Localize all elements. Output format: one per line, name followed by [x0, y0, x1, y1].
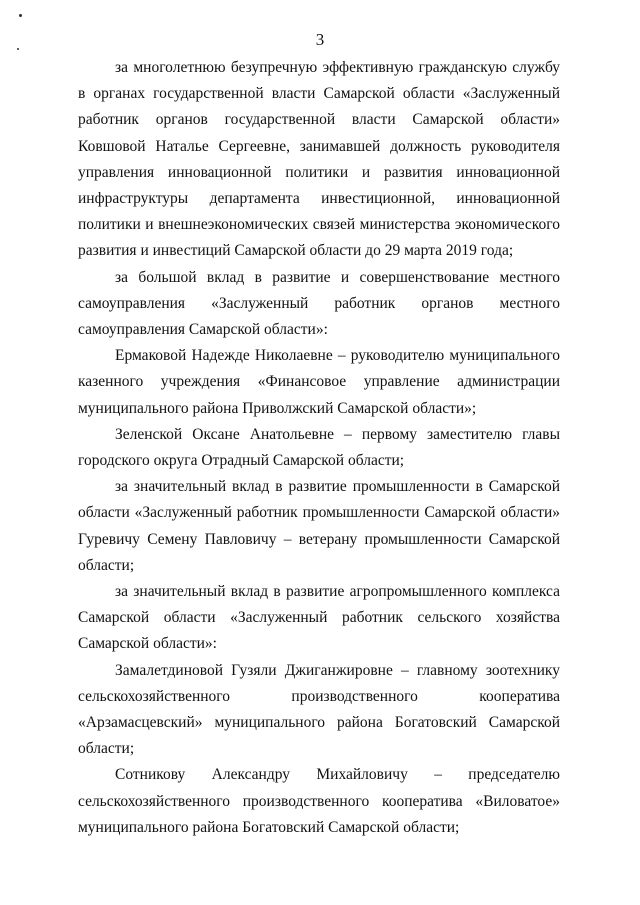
paragraph-recipient-sotnikov: Сотникову Александру Михайловичу – председателю сельскохозяйственного производственного кооператива «Виловатое» муниципального района Богатовский Самарской области; — [78, 766, 560, 836]
paragraph-award-civil-service: за многолетнюю безупречную эффективную гражданскую службу в органах государственной власти Самарской области «Заслуженный работник органов государственной власти Самарской области» Ковшовой Наталье Сергеевне, занимавшей должность руководителя управления инновационной политики и развития инновационной инфраструктуры департамента инвестиционной, инновационной политики и внешнеэкономических связей министерства экономического развития и инвестиций Самарской области до 29 марта 2019 года; — [78, 59, 560, 260]
scan-speck — [19, 14, 22, 17]
paragraph-award-industry: за значительный вклад в развитие промышленности в Самарской области «Заслуженный работник промышленности Самарской области» Гуревичу Семену Павловичу – ветерану промышленности Самарской области; — [78, 478, 560, 574]
page-number: 3 — [315, 30, 325, 49]
paragraph-award-local-government: за большой вклад в развитие и совершенствование местного самоуправления «Заслуженный работник органов местного самоуправления Самарской области»: — [78, 268, 560, 339]
paragraph-recipient-ermakova: Ермаковой Надежде Николаевне – руководителю муниципального казенного учреждения «Финансовое управление администрации муниципального района Приволжский Самарской области»; — [78, 347, 560, 417]
paragraph-recipient-zamaletdinova: Замалетдиновой Гузяли Джиганжировне – главному зоотехнику сельскохозяйственного производственного кооператива «Арзамасцевский» муниципального района Богатовский Самарской области; — [78, 661, 560, 758]
document-body — [78, 55, 560, 841]
paragraph-recipient-zelenskaya: Зеленской Оксане Анатольевне – первому заместителю главы городского округа Отрадный Самарской области; — [78, 425, 560, 470]
paragraph-award-agriculture: за значительный вклад в развитие агропромышленного комплекса Самарской области «Заслуженный работник сельского хозяйства Самарской области»: — [78, 583, 560, 653]
